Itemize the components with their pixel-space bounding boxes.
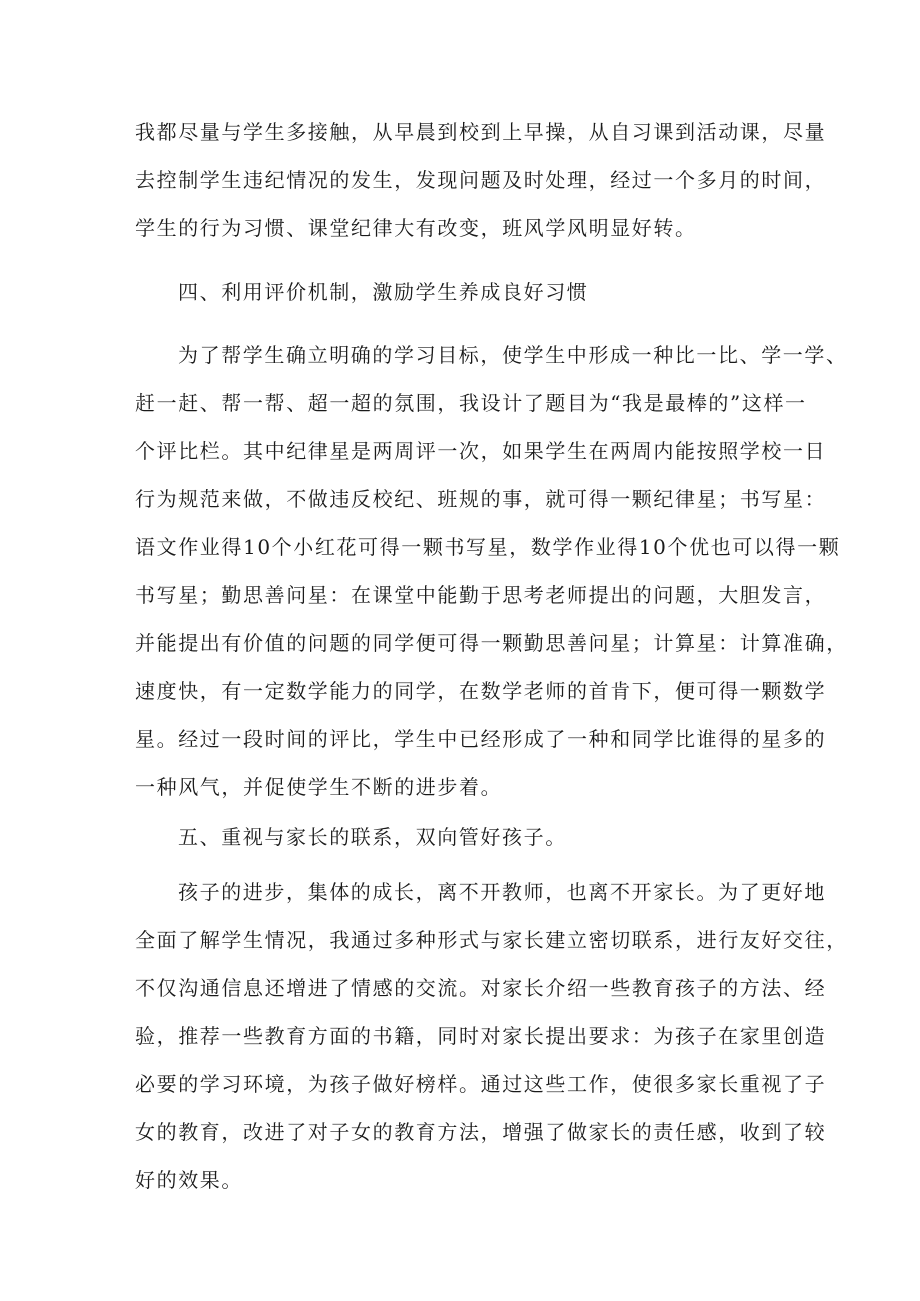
text-line: 一种风气，并促使学生不断的进步着。 bbox=[135, 775, 503, 799]
section-heading: 四、利用评价机制，激励学生养成良好习惯 bbox=[178, 280, 589, 304]
text-line: 学生的行为习惯、课堂纪律大有改变，班风学风明显好转。 bbox=[135, 216, 697, 240]
text-line: 不仅沟通信息还增进了情感的交流。对家长介绍一些教育孩子的方法、经 bbox=[135, 976, 827, 1000]
text-line: 验，推荐一些教育方面的书籍，同时对家长提出要求：为孩子在家里创造 bbox=[135, 1024, 827, 1048]
text-line: 去控制学生违纪情况的发生，发现问题及时处理，经过一个多月的时间， bbox=[135, 168, 827, 192]
text-line: 女的教育，改进了对子女的教育方法，增强了做家长的责任感，收到了较 bbox=[135, 1120, 827, 1144]
text-line: 为了帮学生确立明确的学习目标，使学生中形成一种比一比、学一学、 bbox=[178, 343, 848, 367]
text-line: 孩子的进步，集体的成长，离不开教师，也离不开家长。为了更好地 bbox=[178, 880, 826, 904]
text-line: 行为规范来做，不做违反校纪、班规的事，就可得一颗纪律星；书写星： bbox=[135, 487, 827, 511]
section-heading: 五、重视与家长的联系，双向管好孩子。 bbox=[178, 825, 567, 849]
text-line: 个评比栏。其中纪律星是两周评一次，如果学生在两周内能按照学校一日 bbox=[135, 439, 827, 463]
text-line: 语文作业得10个小红花可得一颗书写星，数学作业得10个优也可以得一颗 bbox=[135, 535, 841, 559]
text-line: 必要的学习环境，为孩子做好榜样。通过这些工作，使很多家长重视了子 bbox=[135, 1072, 827, 1096]
text-line: 书写星；勤思善问星：在课堂中能勤于思考老师提出的问题，大胆发言， bbox=[135, 583, 827, 607]
text-line: 星。经过一段时间的评比，学生中已经形成了一种和同学比谁得的星多的 bbox=[135, 727, 827, 751]
text-line: 赶一赶、帮一帮、超一超的氛围，我设计了题目为“我是最棒的”这样一 bbox=[135, 391, 807, 415]
text-line: 全面了解学生情况，我通过多种形式与家长建立密切联系，进行友好交往， bbox=[135, 928, 848, 952]
text-line: 好的效果。 bbox=[135, 1168, 243, 1192]
text-line: 我都尽量与学生多接触，从早晨到校到上早操，从自习课到活动课，尽量 bbox=[135, 120, 827, 144]
text-line: 并能提出有价值的问题的同学便可得一颗勤思善问星；计算星：计算准确， bbox=[135, 631, 848, 655]
text-line: 速度快，有一定数学能力的同学，在数学老师的首肯下，便可得一颗数学 bbox=[135, 679, 827, 703]
